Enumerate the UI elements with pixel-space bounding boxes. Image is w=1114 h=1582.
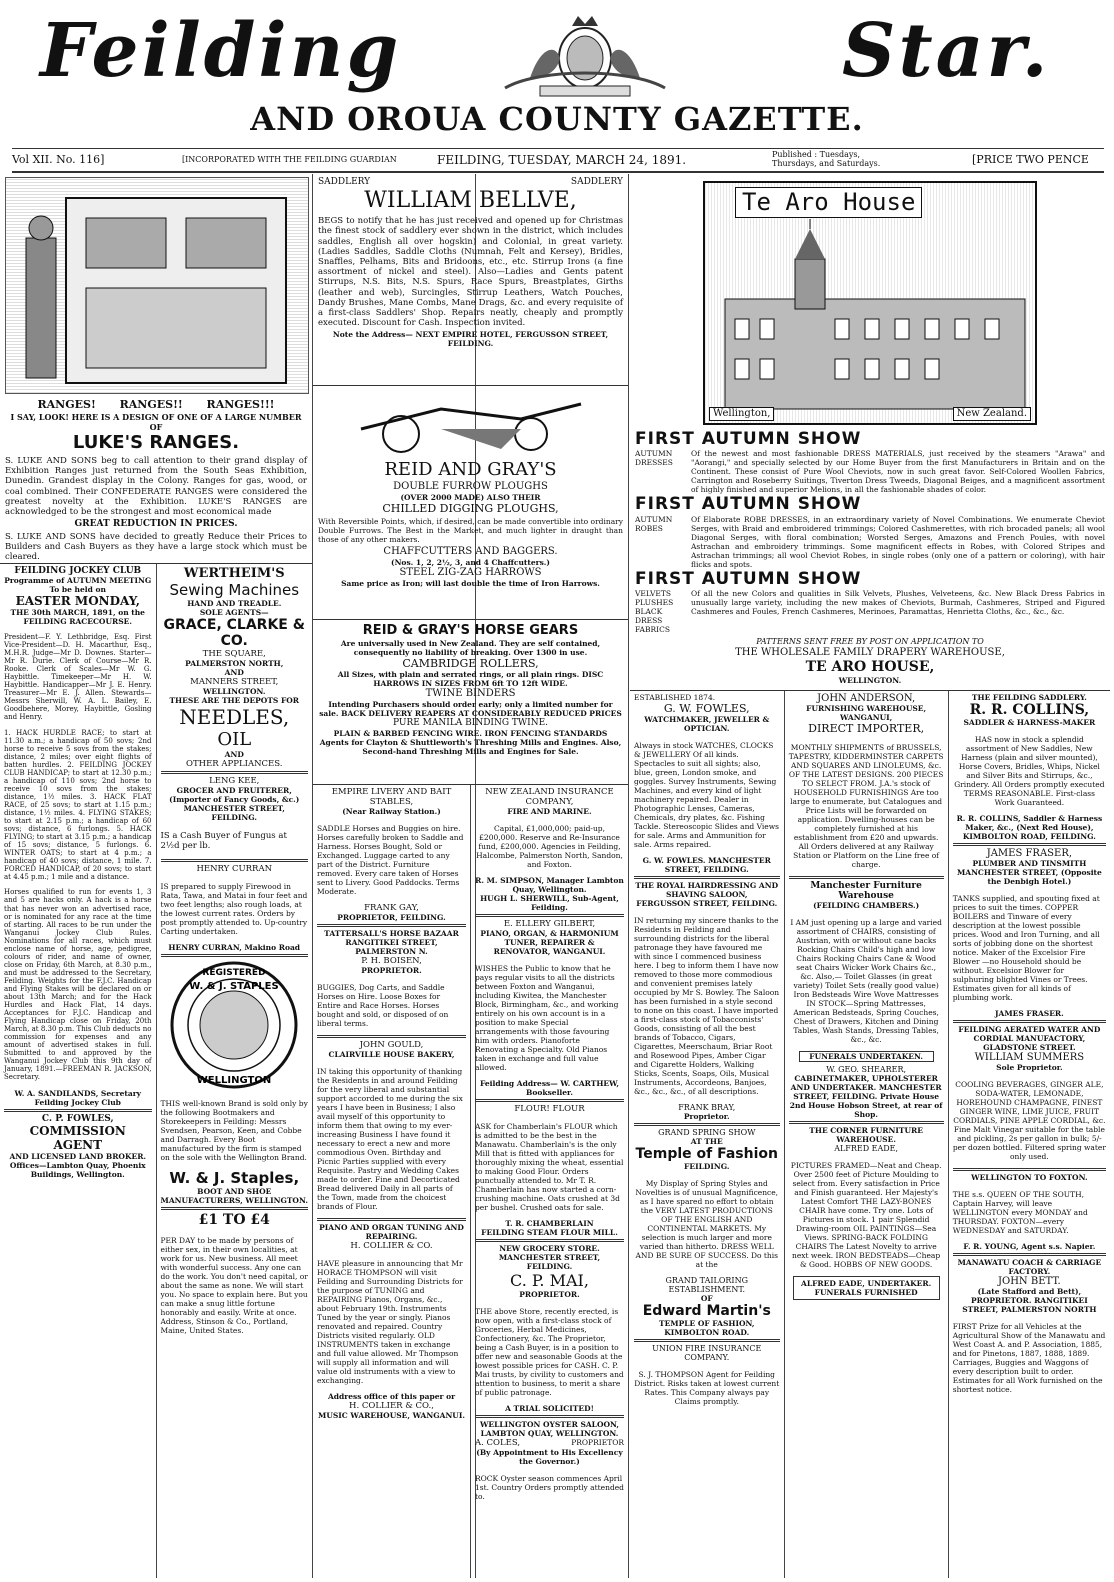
gould-name: JOHN GOULD,	[359, 1040, 424, 1050]
depots-line: THESE ARE THE DEPOTS FOR	[169, 696, 300, 705]
range-engraving	[5, 177, 309, 394]
foxton-heading: WELLINGTON TO FOXTON.	[971, 1173, 1088, 1182]
plough-sub: (OVER 2000 MADE) ALSO THEIR	[400, 492, 541, 502]
music-warehouse: MUSIC WAREHOUSE, WANGANUI.	[318, 1411, 465, 1420]
title-right: Star.	[842, 8, 1051, 94]
column-1-2	[0, 174, 313, 1578]
show1-label: AUTUMN DRESSES	[635, 449, 673, 468]
seal-registered: REGISTERED	[202, 968, 266, 978]
reid-heading: REID AND GRAY'S	[384, 459, 557, 480]
foxton-paragraph: THE s.s. QUEEN OF THE SOUTH, Captain Harvey, will leave WELLINGTON every MONDAY and THURSDAY. FOXTON—every WEDNESDAY and SATURDAY.	[952, 1189, 1088, 1235]
manchester-paragraph: I AM just opening up a large and varied assortment of CHAIRS, consisting of Austrian, with or without cane backs Rocking Chairs Child's high and low Chairs Rocking Chairs Cane & Wood seat Chairs Wicker Work Chairs &c., &c. Also,— Toilet Glasses (in great variety) Toilet Sets (really good value) Iron Bedsteads Wire Wove Mattresses IN STOCK—Spring Mattresses, American Bedsteads, Spring Couches, Chest of Drawers, Kitchen and Dining Tables, Wash Stands, Dressing Tables, &c., &c.	[790, 917, 942, 1044]
coles-paragraph: ROCK Oyster season commences April 1st. Country Orders promptly attended to.	[475, 1473, 624, 1501]
bellve-ad	[313, 174, 628, 386]
show2-paragraph: Of Elaborate ROBE DRESSES, in an extraordinary variety of Novel Combinations. We enumerate Cheviot Serges, with Braid and embroidered trimmings; Colored Cashmerettes, with rich brocaded panels; all wool Diagonal Serges, with floral combination; Worsted Serges, Amazons and French Poules, with novel Astrachan and embroidery trimmings. Some magnificent effects in Robes, with Colored Stripes and Astrachan trimmings; all wool Cheviot Robes, in single robes (only one of a pattern or coloring), with hair flicks and spots.	[691, 514, 1105, 569]
flour-heading: FLOUR! FLOUR	[514, 1104, 585, 1114]
mai-name: C. P. MAI,	[510, 1271, 589, 1290]
saddlery-right: SADDLERY	[570, 177, 623, 187]
palmerston: PALMERSTON NORTH,	[185, 659, 284, 668]
collins-signature: R. R. COLLINS, Saddler & Harness Maker, &c., (Next Red House), KIMBOLTON ROAD, FEILDING.	[956, 814, 1103, 841]
seal-city: WELLINGTON	[196, 1075, 271, 1086]
sole-agents: SOLE AGENTS—	[199, 608, 269, 617]
column-5-7	[630, 174, 1110, 1578]
simpson: R. M. SIMPSON, Manager Lambton Quay, Wellington.	[475, 876, 624, 894]
jockey-date: THE 30th MARCH, 1891, on the FEILDING RACECOURSE.	[10, 608, 145, 626]
hair-paragraph: IN returning my sincere thanks to the Residents in Feilding and surrounding districts for the liberal patronage they have favoured me with since I commenced business here. I beg to inform them I have now removed to those more commodious and convenient premises lately occupied by Mr S. Bowley. The Saloon has been furnished in a style second to none on this coast. I have imported a first-class stock of Tobacconists' Goods, consisting of all the best brands of Tobacco, Cigars, Cigarettes, Meerschaum, Briar Root and Rosewood Pipes, Amber Cigar and Cigarette Holders, Walking Sticks, Scents, Soaps, Oils, Musical Instruments, Accordeons, Banjoes, &c., &c., &c., of all descriptions.	[634, 915, 780, 1096]
jockey-conditions: Horses qualified to run for events 1, 3 and 5 are hacks only. A hack is a horse that has never won an advertised race, or is nominated for any race at the time of starting. All races to be run under the Wanganui Jockey Club Rules. Nominations for all races, which must enclose name of horse, age, pedigree, colours of rider, and name of owner, close on Friday, 6th March, at 8.30 p.m., and must be addressed to the Secretary, Feilding. Weights for the F.J.C. Handicap and Flying Stakes will be declared on or about 13th March; and for the Hack Hurdles and Hack Flat, 14 days. Acceptances for F.J.C. Handicap and Flying Handicap close on Friday, 20th March, at 8.30 p.m. This Club deducts no commission for expenses and any amount of advertised stakes in full. Submitted to and approved by the Wanganui Jockey Club this 9th day of January, 1891.—FREEMAN R. JACKSON, Secretary.	[4, 888, 152, 1082]
leng-address: MANCHESTER STREET, FEILDING.	[183, 804, 285, 822]
collins-name: R. R. COLLINS,	[969, 702, 1090, 718]
union-heading: UNION FIRE INSURANCE COMPANY.	[652, 1344, 762, 1362]
title-left: Feilding	[40, 8, 402, 94]
oyster-heading: WELLINGTON OYSTER SALOON,	[479, 1420, 620, 1429]
bett-paragraph: FIRST Prize for all Vehicles at the Agricultural Show of the Manawatu and West Coast A. and P. Association, 1885, and for Pinetons, 1887, 1888, 1889. Carriages, Buggies and Waggons of every description built to order. Estimates for all Work furnished on the shortest notice.	[952, 1321, 1106, 1394]
agents-line: Agents for Clayton & Shuttleworth's Threshing Mills and Engines. Also, Second-hand Threshing Mills and Engines for Sale.	[319, 737, 622, 756]
curran-paragraph: IS prepared to supply Firewood in Rata, Tawa, and Matai in four feet and two feet lengths; also rough loads, at the lowest current rates. Orders by post promptly attended to. Up-country Carting undertaken.	[160, 881, 308, 936]
hair-heading: THE ROYAL HAIRDRESSING AND SHAVING SALOON,	[635, 881, 779, 899]
staples-seal-icon	[166, 959, 303, 1091]
easter-monday: EASTER MONDAY,	[15, 594, 140, 608]
grace-clarke: GRACE, CLARKE & CO.	[163, 617, 305, 649]
collier-address: Address office of this paper or	[327, 1392, 456, 1401]
wellington-label: Wellington,	[709, 407, 774, 421]
jockey-races: 1. HACK HURDLE RACE; to start at 11.30 a.m.; a handicap of 50 sovs; 2nd horse to receive 5 sovs from the stakes; distance, 2 miles; over eight flights of batten hurdles. 2. FEILDING JOCKEY CLUB HANDICAP; to start at 12.30 p.m.; a handicap of 110 sovs; 2nd horse to receive 10 sovs from the stakes; distance, 1½ miles. 3. HACK FLAT RACE, of 25 sovs; to start at 1.15 p.m.; distance, 1½ miles. 4. FLYING STAKES; to start at 2.15 p.m.; a handicap of 60 sovs; distance, 6 furlongs. 5. HACK FLYING; to start at 3.15 p.m.; a handicap of 15 sovs; distance, 5 furlongs. 6. WINTER OATS; to start at 4 p.m.; a handicap of 40 sovs; distance, 1 mile. 7. FORCED HANDICAP, of 20 sovs; to start at 4.45 p.m.; 1 mile and a distance.	[4, 728, 152, 882]
tattersall-sub: RANGITIKEI STREET, PALMERSTON N.	[345, 938, 438, 956]
aerated-heading: FEILDING AERATED WATER AND CORDIAL MANUFACTORY,	[958, 1025, 1101, 1043]
column-4-lower	[471, 785, 628, 1578]
and-1: AND	[224, 668, 244, 677]
sewing-machines: Sewing Machines	[169, 581, 300, 599]
masthead	[0, 0, 1114, 150]
coles-appointment: (By Appointment to His Excellency the Governor.)	[476, 1448, 623, 1466]
and-2: AND	[224, 750, 244, 759]
needles: NEEDLES,	[179, 705, 290, 729]
seal-name: W. & J. STAPLES	[189, 981, 279, 992]
curran-signature: HENRY CURRAN, Makino Road	[168, 943, 301, 952]
royal-crest-icon	[500, 8, 670, 100]
tattersall-heading: TATTERSALL'S HORSE BAZAAR	[324, 929, 459, 938]
look-line: I SAY, LOOK! HERE IS A DESIGN OF ONE OF A LARGE NUMBER OF	[10, 412, 302, 432]
manners-street: MANNERS STREET,	[190, 677, 279, 687]
fowles-sub: AND LICENSED LAND BROKER. Offices—Lambton Quay, Phoenix Buildings, Wellington.	[9, 1151, 147, 1179]
shearer-sub: CABINETMAKER, UPHOLSTERER AND UNDERTAKER. MANCHESTER STREET, FEILDING. Private House 2nd House Hobson Street, at rear of Shop.	[789, 1074, 943, 1119]
fraser-sub: PLUMBER AND TINSMITH MANCHESTER STREET, (Opposite the Denbigh Hotel.)	[956, 859, 1102, 886]
martin-sub: TEMPLE OF FASHION, KIMBOLTON ROAD.	[658, 1319, 755, 1337]
plough-illustration-icon	[321, 389, 621, 459]
fowles-gw-signature: G. W. FOWLES. MANCHESTER STREET, FEILDING.	[642, 856, 771, 874]
fowles-name: C. P. FOWLES,	[41, 1113, 114, 1124]
buggies-paragraph: BUGGIES, Dog Carts, and Saddle Horses on Hire. Loose Boxes for Entire and Race Horses. Horses bought and sold, or disposed of on liberal terms.	[317, 982, 449, 1028]
rollers-heading: CAMBRIDGE ROLLERS,	[402, 656, 539, 670]
column-1-lower	[0, 564, 157, 1578]
bett-name: JOHN BETT.	[998, 1276, 1061, 1287]
collier-paragraph: HAVE pleasure in announcing that Mr HORACE THOMPSON will visit Feilding and Surrounding Districts for the purpose of TUNING and REPAIRING Pianos, Organs, &c., about February 19th. Instruments Tuned by the year or singly. Pianos renovated and repaired. Country Districts visited regularly. OLD INSTRUMENTS taken in exchange and full value allowed. Mr Thompson will supply all information and will value old instruments with a view to exchanging.	[317, 1258, 463, 1385]
oil: OIL	[217, 729, 252, 750]
commission-agent: COMMISSION AGENT	[29, 1123, 126, 1152]
building-illustration-icon	[705, 219, 1041, 419]
columns-3-4-lower	[313, 785, 628, 1578]
eade-signature: ALFRED EADE, UNDERTAKER.	[801, 1279, 932, 1288]
show2-heading: FIRST AUTUMN SHOW	[635, 494, 862, 515]
staples-heading: W. & J. Staples,	[169, 1169, 300, 1187]
bellve-heading: WILLIAM BELLVE,	[364, 187, 577, 213]
hair-sub: FERGUSSON STREET, FEILDING.	[636, 899, 778, 908]
show2-label: AUTUMN ROBES	[635, 514, 673, 533]
corner-heading: THE CORNER FURNITURE WAREHOUSE.	[809, 1126, 923, 1144]
lukes-paragraph-2: S. LUKE AND SONS have decided to greatly Reduce their Prices to Builders and Cash Buyers as they have a large stock which must be cleared.	[5, 531, 307, 563]
gilbert-name: E. ELLERY GILBERT,	[503, 919, 596, 929]
wholesale-line: THE WHOLESALE FAMILY DRAPERY WAREHOUSE,	[735, 646, 1005, 658]
fraser-signature: JAMES FRASER.	[994, 1009, 1064, 1018]
brand-paragraph: THIS well-known Brand is sold only by the following Bootmakers and Storekeepers in Feilding: Messrs Svendsen, Pearson, Keen, and Cobbe and Darragh. Every Boot manufactured by the firm is stamped on the sole with the Wellington Brand.	[160, 1098, 308, 1162]
column-2-lower	[157, 564, 313, 1578]
mai-proprietor: PROPRIETOR.	[519, 1290, 580, 1299]
the-square: THE SQUARE,	[202, 649, 266, 659]
gears-heading: REID & GRAY'S HORSE GEARS	[362, 623, 579, 638]
importer: (Importer of Fancy Goods, &c.)	[169, 795, 300, 804]
manchester-heading: Manchester Furniture Warehouse	[810, 881, 922, 901]
te-aro-house-2: TE ARO HOUSE,	[805, 658, 935, 675]
chilled-heading: CHILLED DIGGING PLOUGHS,	[382, 501, 559, 515]
column-5-lower	[630, 691, 785, 1578]
wertheim-heading: WERTHEIM'S	[183, 566, 285, 581]
tailoring: GRAND TAILORING ESTABLISHMENT.	[665, 1276, 748, 1294]
gay-name: FRANK GAY,	[364, 903, 419, 913]
chaff-heading: CHAFFCUTTERS AND BAGGERS.	[383, 545, 558, 557]
reduction-line: GREAT REDUCTION IN PRICES.	[74, 519, 238, 530]
manila-line: PURE MANILA BINDING TWINE.	[392, 717, 549, 728]
show3-label: VELVETS PLUSHES BLACK DRESS FABRICS	[635, 589, 674, 635]
columns-1-2-lower	[0, 564, 312, 1578]
te-aro-city: WELLINGTON.	[838, 675, 902, 685]
jockey-programme: Programme of AUTUMN MEETING To be held on	[4, 576, 152, 594]
gilbert-address: Feilding Address— W. CARTHEW, Bookseller.	[480, 1079, 619, 1097]
show3-paragraph: Of all the new Colors and qualities in Silk Velvets, Plushes, Velveteens, &c. New Black Dress Fabrics in unusually large variety, including the new makes of Cheviots, Burmah, Cashmeres, Striped and Figured Cashmeres and Foules, French Cashmeres, Merinoes, Paramattas, Henrietta Cloths, &c., &c., &c.	[691, 589, 1105, 617]
wellington-1: WELLINGTON.	[202, 687, 266, 696]
boisen-proprietor: PROPRIETOR.	[361, 966, 422, 975]
fencing-line: PLAIN & BARBED FENCING WIRE. IRON FENCING STANDARDS	[333, 728, 608, 738]
eade-name: ALFRED EADE,	[834, 1144, 899, 1153]
summers-sub: Sole Proprietor.	[996, 1063, 1063, 1072]
bray-name: FRANK BRAY,	[678, 1103, 736, 1112]
gladstone-street: GLADSTONE STREET.	[983, 1043, 1076, 1052]
rollers-paragraph: All Sizes, with plain and serrated rings, or all plain rings. DISC HARROWS IN SIZES FROM 6ft TO 12ft WIDE.	[337, 669, 604, 688]
chilled-paragraph: With Reversible Points, which, if desired, can be made convertible into ordinary Double Furrows. The Best in the Market, and much lighter in draught than those of any other makers.	[318, 516, 623, 544]
subtitle: AND OROUA COUNTY GAZETTE.	[250, 100, 864, 138]
other-appliances: OTHER APPLIANCES.	[186, 759, 283, 769]
patterns-line: PATTERNS SENT FREE BY POST ON APPLICATION TO	[756, 637, 984, 647]
harrows-heading: STEEL ZIG-ZAG HARROWS	[399, 566, 542, 578]
harrows-paragraph: Same price as Iron; will last double the time of Iron Harrows.	[341, 578, 600, 588]
temple-city: FEILDING.	[684, 1162, 730, 1171]
of-line: OF	[700, 1294, 713, 1303]
coach-heading: MANAWATU COACH & CARRIAGE FACTORY.	[957, 1258, 1102, 1276]
gears-paragraph: Are universally used in New Zealand. They are self contained, consequently no liability of breaking. Over 1300 in use.	[340, 638, 601, 657]
fowles-gw-paragraph: Always in stock WATCHES, CLOCKS & JEWELLERY Of all kinds. Spectacles to suit all sights; also, blue, green, London smoke, and goggles. Survey Instruments, Sewing Machines, and every kind of light machinery repaired. Dealer in Photographic Lenses, Cameras, Chemicals, dry plates, &c. Fishing Tackle. Stereoscopic Slides and Views for sale. Arms and Ammunition for sale. Arms repaired.	[634, 740, 780, 849]
at-the: AT THE	[690, 1137, 723, 1146]
direct-importer: DIRECT IMPORTER,	[808, 722, 925, 735]
curran-heading: HENRY CURRAN	[196, 864, 273, 874]
dateline	[12, 148, 1104, 173]
mai-paragraph: THE above Store, recently erected, is now open, with a first-class stock of Groceries, Herbal Medicines, Confectionery, &c. The Proprietor, being a Cash Buyer, is in a position to offer new and seasonable Goods at the lowest possible prices for CASH. C. P. Mai trusts, by civility to customers and attention to business, to merit a share of public patronage.	[475, 1306, 624, 1397]
fraser-name: JAMES FRASER,	[986, 848, 1073, 859]
plough-heading: DOUBLE FURROW PLOUGHS	[393, 480, 548, 492]
funerals-furnished: FUNERALS FURNISHED	[814, 1288, 918, 1297]
nz-paragraph: Capital, £1,000,000; paid-up, £200,000. Reserve and Re-Insurance fund, £200,000. Agencies in Feilding, Halcombe, Palmerston North, Sandon, and Foxton.	[476, 823, 623, 869]
gilbert-sub: PIANO, ORGAN, & HARMONIUM TUNER, REPAIRER & RENOVATOR, WANGANUI.	[480, 929, 619, 956]
fowles-gw-sub: WATCHMAKER, JEWELLER & OPTICIAN.	[644, 715, 770, 733]
range-illustration-icon	[6, 178, 306, 391]
empire-sub: (Near Railway Station.)	[342, 807, 441, 816]
established: ESTABLISHED 1874.	[634, 693, 716, 702]
funerals-undertaken: FUNERALS UNDERTAKEN.	[799, 1051, 934, 1062]
hand-treadle: HAND AND TREADLE.	[187, 599, 282, 608]
columns-5-7-lower	[630, 691, 1110, 1578]
gay-sub: PROPRIETOR, FEILDING.	[337, 913, 446, 922]
column-3-lower	[313, 785, 471, 1578]
fowles-gw: G. W. FOWLES,	[663, 702, 750, 715]
issue-date: FEILDING, TUESDAY, MARCH 24, 1891.	[437, 153, 687, 167]
coles-name: A. COLES,	[475, 1438, 521, 1448]
oyster-sub: LAMBTON QUAY, WELLINGTON.	[480, 1429, 619, 1438]
saddlery-heading: THE FEILDING SADDLERY.	[971, 693, 1087, 702]
fungus-line: IS a Cash Buyer of Fungus at 2½d per lb.	[160, 830, 287, 851]
show3-heading: FIRST AUTUMN SHOW	[635, 568, 862, 589]
bett-sub: (Late Stafford and Bett), PROPRIETOR. RANGITIKEI STREET, PALMERSTON NORTH	[962, 1287, 1097, 1314]
grocer: GROCER AND FRUITERER,	[176, 786, 292, 795]
te-aro-heading: Te Aro House	[735, 187, 922, 218]
lukes-heading: LUKE'S RANGES.	[72, 432, 240, 454]
chamberlain: T. R. CHAMBERLAIN	[505, 1219, 594, 1228]
grocery-heading: NEW GROCERY STORE.	[499, 1244, 600, 1253]
temple-heading: Temple of Fashion	[635, 1146, 778, 1162]
grocery-sub: MANCHESTER STREET, FEILDING.	[498, 1253, 601, 1271]
anderson-name: JOHN ANDERSON,	[817, 693, 916, 704]
new-zealand-label: New Zealand.	[953, 407, 1031, 421]
collins-sub: SADDLER & HARNESS-MAKER	[963, 718, 1096, 727]
chaff-sub: (Nos. 1, 2, 2½, 3, and 4 Chaffcutters.)	[391, 557, 550, 567]
lukes-paragraph-1: S. LUKE AND SONS beg to call attention to their grand display of Exhibition Ranges just returned from the South Seas Exhibition, Dunedin. Grandest display in the Colony. Ranges for gas, wood, or coal combined. Their CONFEDERATE RANGES were considered the greatest novelty at the Exhibition. LUKE'S RANGES are acknowledged to be the strongest and most economical made	[5, 455, 307, 517]
lukes-ranges-ad	[0, 174, 312, 564]
jockey-title: FEILDING JOCKEY CLUB	[14, 566, 142, 576]
bellve-paragraph: BEGS to notify that he has just received and opened up for Christmas the finest stock of saddlery ever shown in the district, which includes saddles, English all over hogskin) and Colonial, in great variety. (Ladies Saddles, Saddle Cloths (Numnah, Felt and Kersey), Bridles, Snaffles, Pelhams, Bits and Bridoons, etc., etc. Stirrup Irons (a fine assortment of nickel and steel). Also—Ladies and Gents patent Stirrups, N.S. Bits, N.S. Spurs, Race Spurs, Breastplates, Girths (leather and web), Surcingles, Stirrup Leathers, Watch Pouches, Dandy Brushes, Mane Combs, Mane Drags, &c. and every requisite of a first-class Saddlers' Shop. Repairs neatly, cheaply and promptly executed. Discount for Cash. Inspection invited.	[318, 216, 623, 329]
temple-paragraph: My Display of Spring Styles and Novelties is of unusual Magnificence, as I have spared no effort to obtain the VERY LATEST PRODUCTIONS OF THE ENGLISH AND CONTINENTAL MARKETS. My selection is much larger and more varied than hitherto. DRESS WELL AND BE SURE OF SUCCESS. Do this at the	[635, 1178, 779, 1269]
bellve-address: Note the Address— NEXT EMPIRE HOTEL, FERGUSSON STREET, FEILDING.	[332, 330, 609, 349]
collier-signature: H. COLLIER & CO.,	[349, 1401, 434, 1411]
column-3-4	[313, 174, 629, 1578]
empire-heading: EMPIRE LIVERY AND BAIT STABLES,	[331, 787, 452, 807]
jockey-officials: President—F. Y. Lethbridge, Esq. First Vice-President—D. H. Macarthur, Esq., M.H.R. Judge—Mr D. Downes. Starter—Mr R. Durie. Clerk of Course—Mr R. Rooke. Clerk of Scales—Mr W. G. Haybittle. Timekeeper—Mr H. W. Haybittle. Handicapper—Mr J. E. Henry. Treasurer—Mr E. J. Allen. Stewards—Messrs Sherwill, W. A. L. Bailey, E. Goodbehere, Morey, Haybittle, Gosling and Henry.	[4, 633, 152, 722]
money-paragraph: PER DAY to be made by persons of either sex, in their own localities, at work for us. New business. All meet with wonderful success. Any one can do the work. You don't need capital, or about the same as none. We will start you. No space to explain here. But you can make a snug little fortune honorably and easily. Write at once. Address, Stinson & Co., Portland, Maine, United States.	[160, 1235, 308, 1335]
staples-sub: BOOT AND SHOE MANUFACTURERS, WELLINGTON.	[160, 1187, 308, 1205]
coles-proprietor: PROPRIETOR	[571, 1438, 624, 1447]
fraser-paragraph: TANKS supplied, and spouting fixed at prices to suit the times. COPPER BOILERS and Tinware of every description at the lowest possible prices. Wood and Iron Turning, and all sorts of jobbing done on the shortest notice. Maker of the Excelsior Fire Blower —no Household should be without. Excelsior Blower for sulphuring blighted Vines or Trees. Estimates given for all kinds of plumbing work.	[952, 893, 1100, 1002]
column-6-lower	[785, 691, 949, 1578]
gould-paragraph: IN taking this opportunity of thanking the Residents in and around Feilding for the very liberal and substantial support accorded to me during the six years I have been in Business; I also avail myself of this opportunity to inform them that owing to my ever-increasing Business I have found it necessary to erect a new and more commodious Oven. Birthday and Picnic Parties supplied with every Requisite. Pastry and Wedding Cakes made to order. Fine and Decorticated Bread delivered Daily in all parts of the Town, made from the choicest brands of Flour.	[317, 1066, 463, 1211]
anderson-paragraph: MONTHLY SHIPMENTS of BRUSSELS, TAPESTRY, KIDDERMINSTER CARPETS AND SQUARES AND LINOLEUMS, &c. OF THE LATEST DESIGNS. 200 PIECES TO SELECT FROM. J.A.'s stock of HOUSEHOLD FURNISHINGS Are too large to enumerate, but Catalogues and Price Lists will be forwarded on application. Dwelling-houses can be completely furnished at his establishment from £20 and upwards. All Orders delivered at any Railway Station or Platform on the Line free of charge.	[788, 742, 944, 869]
nz-insurance-heading: NEW ZEALAND INSURANCE COMPANY,	[485, 787, 614, 807]
volume-number: Vol XII. No. 116]	[12, 153, 105, 166]
te-aro-ad	[630, 174, 1110, 691]
price: [PRICE TWO PENCE	[972, 153, 1089, 166]
collier-name: H. COLLIER & CO.	[350, 1241, 433, 1251]
publication-days: Published : Tuesdays, Thursdays, and Saturdays.	[772, 150, 881, 168]
flour-paragraph: ASK for Chamberlain's FLOUR which is admitted to be the best in the Manawatu. Chamberlain's is the only Mill that is fitted with appliances for thoroughly mixing the wheat, essential to making Good Flour. Orders punctually attended to. Mr T. R. Chamberlain has now started a corn-crushing machine. Oats crushed at 3d per bushel. Crushed oats for sale.	[475, 1121, 624, 1212]
union-paragraph: S. J. THOMPSON Agent for Feilding District. Risks taken at lowest current Rates. This Company always pay Claims promptly.	[634, 1369, 780, 1406]
column-7-lower	[949, 691, 1110, 1578]
reid-gray-ad-2	[313, 620, 628, 785]
piano-heading: PIANO AND ORGAN TUNING AND REPAIRING.	[319, 1223, 464, 1241]
ranges-caption: RANGES! RANGES!! RANGES!!!	[37, 398, 275, 411]
te-aro-engraving	[703, 181, 1037, 425]
empire-paragraph: SADDLE Horses and Buggies on hire. Horses carefully broken to Saddle and Harness. Horses Bought, Sold or Exchanged. Luggage carted to any part of the District. Furniture removed. Every care taken of Horses sent to Livery. Good Paddocks. Terms Moderate.	[317, 823, 464, 896]
bray-proprietor: Proprietor.	[683, 1112, 730, 1121]
summers-name: WILLIAM SUMMERS	[974, 1052, 1085, 1063]
show1-heading: FIRST AUTUMN SHOW	[635, 429, 862, 449]
sherwill: HUGH L. SHERWILL, Sub-Agent, Feilding.	[480, 894, 619, 912]
money-heading: £1 TO £4	[198, 1212, 270, 1228]
young-agent: F. R. YOUNG, Agent s.s. Napier.	[963, 1242, 1096, 1251]
martin-heading: Edward Martin's	[642, 1303, 771, 1319]
boisen-name: P. H. BOISEN,	[361, 956, 422, 966]
show1-paragraph: Of the newest and most fashionable DRESS MATERIALS, just received by the steamers "Arawa" and "Aorangi," and specially selected by our Home Buyer from the first Manufacturers in Britain and on the Continent. These consist of Pure Wool Cheviots, now in such great favor. Self-Colored Woollen Fabrics, Carrington and Roseberry Suitings, Tiverton Dress Tweeds, Diagonal Beiges, and a magnificent assortment of highly finished and superior Melions, in all the fashionable shades of color.	[691, 449, 1105, 495]
anderson-sub: FURNISHING WAREHOUSE, WANGANUI,	[806, 704, 927, 722]
trial-line: A TRIAL SOLICITED!	[505, 1404, 594, 1413]
summers-paragraph: COOLING BEVERAGES, GINGER ALE, SODA-WATER, LEMONADE, HOREHOUND CHAMPAGNE, FINEST GINGER WINE, LIME JUICE, FRUIT CORDIALS, PINE APPLE CORDIAL, &c. Fine Malt Vinegar suitable for the table and pickling, 2s per gallon in bulk; 5/- per dozen bottled. Filtered spring water only used.	[952, 1079, 1106, 1161]
fire-marine: FIRE AND MARINE.	[507, 807, 592, 816]
twine-paragraph: Intending Purchasers should order early; only a limited number for sale. BACK DELIVERY REAPERS AT CONSIDERABLY REDUCED PRICES	[319, 699, 622, 718]
shearer-name: W. GEO. SHEARER,	[826, 1065, 907, 1074]
reid-gray-ad	[313, 386, 628, 620]
leng-kee: LENG KEE,	[209, 776, 260, 786]
manchester-sub: (FEILDING CHAMBERS.)	[813, 901, 920, 910]
twine-heading: TWINE BINDERS	[425, 687, 516, 699]
sandilands-signature: W. A. SANDILANDS, Secretary Feilding Jockey Club	[14, 1088, 142, 1107]
gilbert-paragraph: WISHES the Public to know that he pays regular visits to all the districts between Foxton and Wanganui, including Kiwitea, the Manchester Block, Birmingham, &c., and working entirely on his own account is in a position to make Special arrangements with those favouring him with orders. Pianoforte Renovating a Specialty. Old Pianos taken in exchange and full value allowed.	[475, 963, 619, 1072]
collins-paragraph: HAS now in stock a splendid assortment of New Saddles, New Harness (plain and silver mounted), Horse Covers, Bridles, Whips, Nickel and Silver Bits and Stirrups, &c., Grindery. All Orders promptly executed TERMS REASONABLE. First-class Work Guaranteed.	[954, 734, 1105, 807]
saddlery-left: SADDLERY	[318, 177, 371, 187]
incorporated-note: [INCORPORATED WITH THE FEILDING GUARDIAN	[182, 155, 397, 164]
eade-paragraph: PICTURES FRAMED—Neat and Cheap. Over 2500 feet of Picture Moulding to select from. Every satisfaction in Price and Finish guaranteed. Her Majesty's Latest Comfort THE LAZY-BONES CHAIR have come. Try one. Lots of Pictures in stock. 1 pair Splendid Drawing-room OIL PAINTINGS—Sea Views. SPRING-BACK FOLDING CHAIRS The Latest Novelty to arrive next week. IRON BEDSTEADS—Cheap & Good. HOBBS OF NEW GOODS.	[790, 1160, 942, 1269]
spring-show: GRAND SPRING SHOW	[658, 1128, 756, 1137]
bakery-heading: CLAIRVILLE HOUSE BAKERY,	[328, 1050, 455, 1059]
flour-mill: FEILDING STEAM FLOUR MILL.	[481, 1228, 618, 1237]
